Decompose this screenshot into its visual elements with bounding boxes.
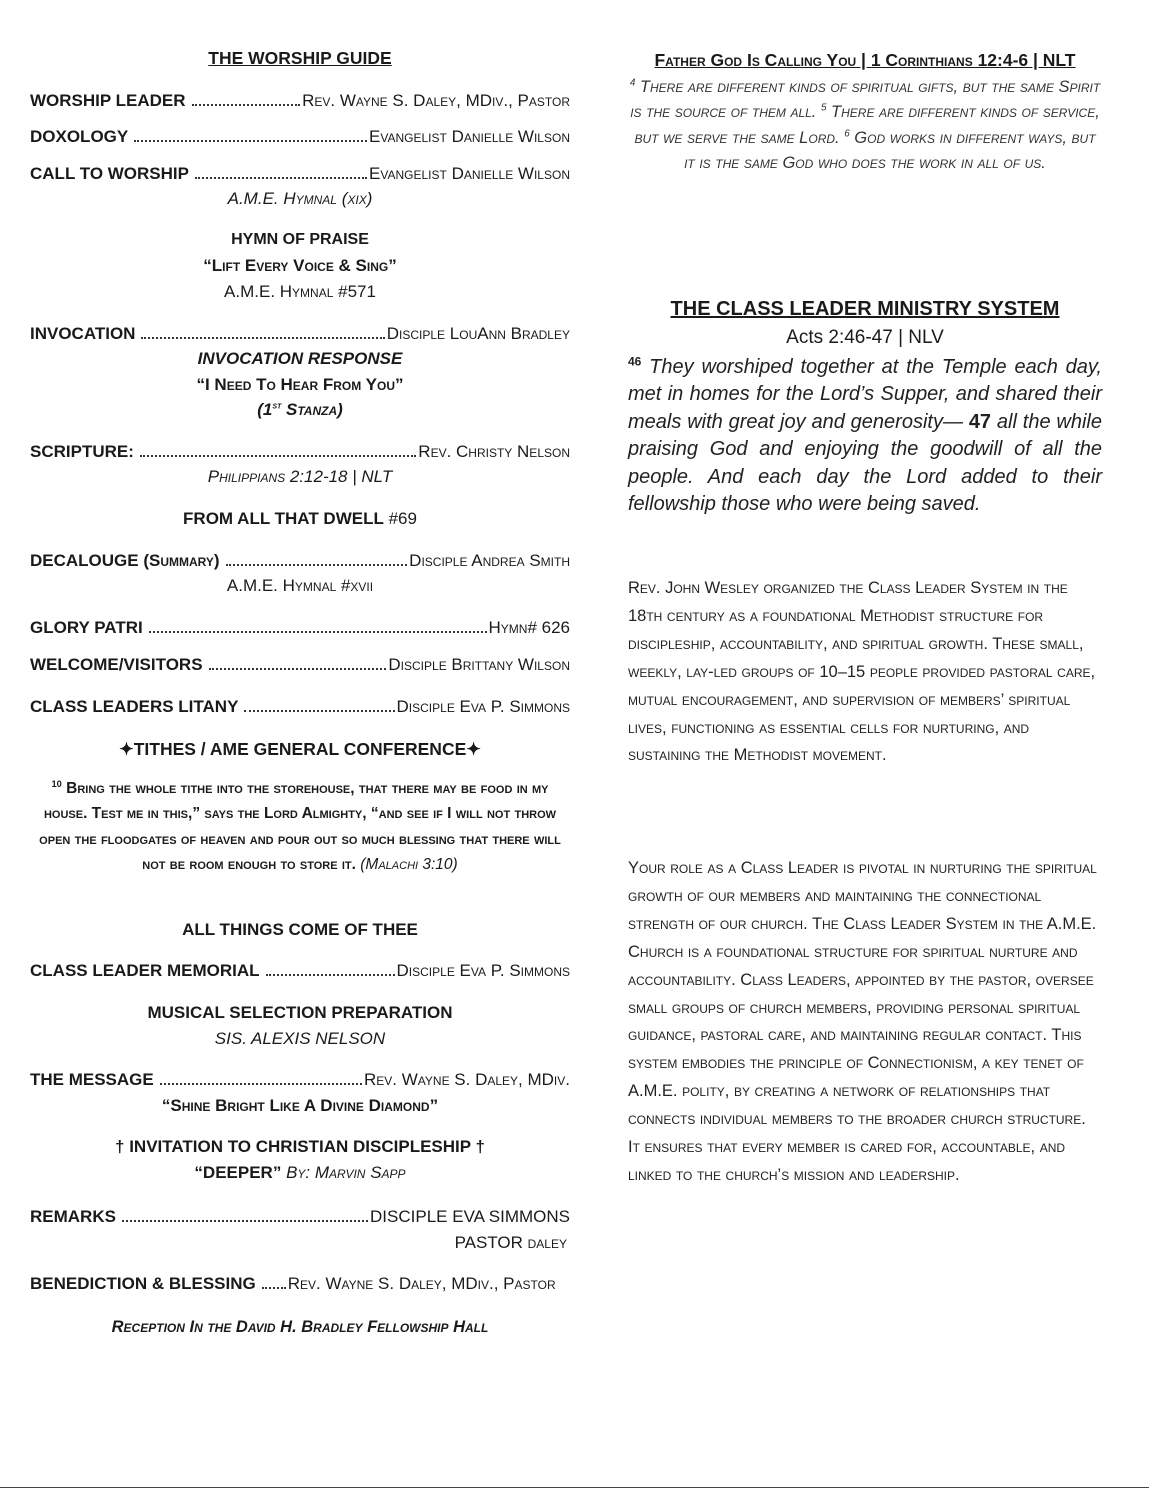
verse-number: 47 xyxy=(968,410,992,433)
item-label: SCRIPTURE: xyxy=(30,442,134,461)
program-item-worship-leader xyxy=(30,90,570,112)
verse-number: 46 xyxy=(628,354,642,369)
leader-dots xyxy=(209,668,387,670)
hymnal-note: A.M.E. Hymnal (xix) xyxy=(227,189,373,208)
hymn-of-praise-song: “Lift Every Voice & Sing” xyxy=(203,256,397,275)
hymn-title: FROM ALL THAT DWELL xyxy=(183,509,384,528)
acts-passage xyxy=(628,354,1102,518)
tithes-heading: ✦TITHES / AME GENERAL CONFERENCE✦ xyxy=(119,739,481,759)
hymn-of-praise-title: HYMN OF PRAISE xyxy=(231,231,369,248)
leader-dots xyxy=(134,140,367,142)
item-person: DISCIPLE EVA SIMMONS xyxy=(370,1207,570,1226)
wesley-paragraph: Rev. John Wesley organized the Class Leader System in the 18th century as a foundational Methodist structure for discipleship, accountability, and spiritual growth. These small, weekly, lay-led groups of 10–15 people provided pastoral care, mutual encouragement, and supervision of members’ spiritual lives, functioning as essential cells for nurturing, and sustaining the Methodist movement. xyxy=(628,579,1096,765)
hymn-of-praise-ref: A.M.E. Hymnal #571 xyxy=(224,282,376,301)
program-item-invocation xyxy=(30,323,570,345)
verse-text: all the while praising God and enjoying the goodwill of all the people. And each day the Lord added to their fellowship those who were being saved. xyxy=(628,410,1102,516)
song-artist: By: Marvin Sapp xyxy=(281,1163,406,1182)
musical-selection-person: SIS. ALEXIS NELSON xyxy=(214,1029,386,1048)
program-item-scripture xyxy=(30,441,570,463)
program-item-decalouge xyxy=(30,550,570,572)
invitation-title: † INVITATION TO CHRISTIAN DISCIPLESHIP † xyxy=(115,1137,485,1156)
verse-ref: (Malachi 3:10) xyxy=(360,855,458,873)
item-label: CLASS LEADER MEMORIAL xyxy=(30,961,260,980)
leader-dots xyxy=(262,1287,286,1289)
invocation-stanza xyxy=(30,399,570,421)
worship-guide-title: THE WORSHIP GUIDE xyxy=(208,48,392,68)
program-item-benediction xyxy=(30,1273,570,1295)
program-item-memorial xyxy=(30,960,570,982)
tithe-verse xyxy=(30,776,570,877)
item-label: CALL TO WORSHIP xyxy=(30,164,189,183)
leader-dots xyxy=(160,1083,362,1085)
item-person: Evangelist Danielle Wilson xyxy=(369,164,570,183)
leader-dots xyxy=(140,455,416,457)
program-item-call-to-worship xyxy=(30,163,570,185)
item-label: WELCOME/VISITORS xyxy=(30,655,203,674)
leader-dots xyxy=(195,177,367,179)
program-item-message xyxy=(30,1069,570,1091)
invitation-song xyxy=(30,1162,570,1184)
corinthians-passage xyxy=(628,48,1102,177)
decalouge-ref: A.M.E. Hymnal #xvii xyxy=(226,576,374,595)
remarks-person-2: PASTOR daley xyxy=(454,1233,567,1252)
item-person: Rev. Wayne S. Daley, MDiv. xyxy=(364,1070,570,1089)
from-all-that-dwell xyxy=(30,508,570,530)
item-person: Disciple Eva P. Simmons xyxy=(396,697,570,716)
item-label: BENEDICTION & BLESSING xyxy=(30,1274,256,1293)
invocation-response-song: “I Need To Hear From You” xyxy=(196,375,404,394)
program-item-welcome xyxy=(30,654,570,676)
item-person: Rev. Wayne S. Daley, MDiv., Pastor xyxy=(302,91,570,110)
passage-header: Father God Is Calling You | 1 Corinthians 12:4-6 | NLT xyxy=(654,50,1076,70)
verse-text: God works in different ways, but it is the same God who does the work in all of us. xyxy=(684,128,1096,172)
item-person: Disciple LouAnn Bradley xyxy=(386,324,570,343)
leader-dots xyxy=(141,337,384,339)
song-title: “DEEPER” xyxy=(194,1163,282,1182)
item-person: Disciple Andrea Smith xyxy=(409,551,570,570)
leader-dots xyxy=(192,104,301,106)
item-person: Disciple Brittany Wilson xyxy=(388,655,570,674)
item-label: INVOCATION xyxy=(30,324,136,343)
verse-text: Bring the whole tithe into the storehouse, that there may be food in my house. Test me in this,” says the Lord Almighty, “and see if I will not throw open the floodgates of heaven and pour out so much blessing that there will not be room enough to store it. xyxy=(39,780,561,873)
leader-dots xyxy=(226,564,408,566)
leader-dots xyxy=(266,974,395,976)
item-person: Disciple Eva P. Simmons xyxy=(396,961,570,980)
reception-note: Reception In the David H. Bradley Fellowship Hall xyxy=(111,1318,489,1336)
item-person: Rev. Christy Nelson xyxy=(418,442,570,461)
program-item-remarks xyxy=(30,1206,570,1228)
scripture-ref: Philippians 2:12-18 | NLT xyxy=(207,467,393,486)
item-label: REMARKS xyxy=(30,1207,116,1226)
message-title: “Shine Bright Like A Divine Diamond” xyxy=(161,1096,439,1115)
item-person: Hymn# 626 xyxy=(488,618,570,637)
item-label: CLASS LEADERS LITANY xyxy=(30,697,239,716)
item-label: WORSHIP LEADER xyxy=(30,91,186,110)
verse-text: There are different kinds of spiritual gifts, but the same Spirit is the source of them all. xyxy=(630,77,1101,121)
class-leader-role-paragraph: Your role as a Class Leader is pivotal in nurturing the spiritual growth of our members and maintaining the connectional strength of our church. The Class Leader System in the A.M.E. Church is a foundational structure for spiritual nurture and accountability. Class Leaders, appointed by the pastor, oversee small groups of church members, providing personal spiritual guidance, pastoral care, and maintaining regular contact. This system embodies the principle of Connectionism, a key tenet of A.M.E. polity, by creating a network of relationships that connects individual members to the broader church structure. It ensures that every member is cared for, accountable, and linked to the church’s mission and leadership. xyxy=(628,859,1097,1184)
item-label: GLORY PATRI xyxy=(30,618,143,637)
acts-ref: Acts 2:46-47 | NLV xyxy=(786,327,944,348)
leader-dots xyxy=(122,1220,368,1222)
item-label: DOXOLOGY xyxy=(30,127,129,146)
verse-text: They worshiped together at the Temple each day, met in homes for the Lord’s Supper, and shared their meals with great joy and generosity— xyxy=(628,356,1102,433)
item-person: Rev. Wayne S. Daley, MDiv., Pastor xyxy=(287,1274,556,1293)
verse-number: 5 xyxy=(820,102,827,114)
leader-dots xyxy=(149,631,487,633)
item-label: THE MESSAGE xyxy=(30,1070,154,1089)
stanza-text: (1 xyxy=(257,400,273,419)
page-bottom-rule xyxy=(0,1487,1149,1488)
stanza-sup: st xyxy=(272,400,282,412)
program-item-class-leaders-litany xyxy=(30,696,570,718)
invocation-response-title: INVOCATION RESPONSE xyxy=(197,349,403,368)
item-label: DECALOUGE (Summary) xyxy=(30,551,220,570)
stanza-text: Stanza) xyxy=(281,400,343,419)
hymn-number: #69 xyxy=(383,509,417,528)
all-things-come-of-thee: ALL THINGS COME OF THEE xyxy=(182,920,418,939)
musical-selection-title: MUSICAL SELECTION PREPARATION xyxy=(147,1003,453,1022)
verse-number: 6 xyxy=(844,128,850,139)
class-leader-title: THE CLASS LEADER MINISTRY SYSTEM xyxy=(670,298,1060,320)
leader-dots xyxy=(244,710,394,712)
verse-text: There are different kinds of service, but we serve the same Lord. xyxy=(634,103,1100,147)
item-person: Evangelist Danielle Wilson xyxy=(369,127,570,146)
verse-number: 10 xyxy=(51,778,62,789)
program-item-glory-patri xyxy=(30,617,570,639)
program-item-doxology xyxy=(30,126,570,148)
verse-number: 4 xyxy=(629,77,636,88)
